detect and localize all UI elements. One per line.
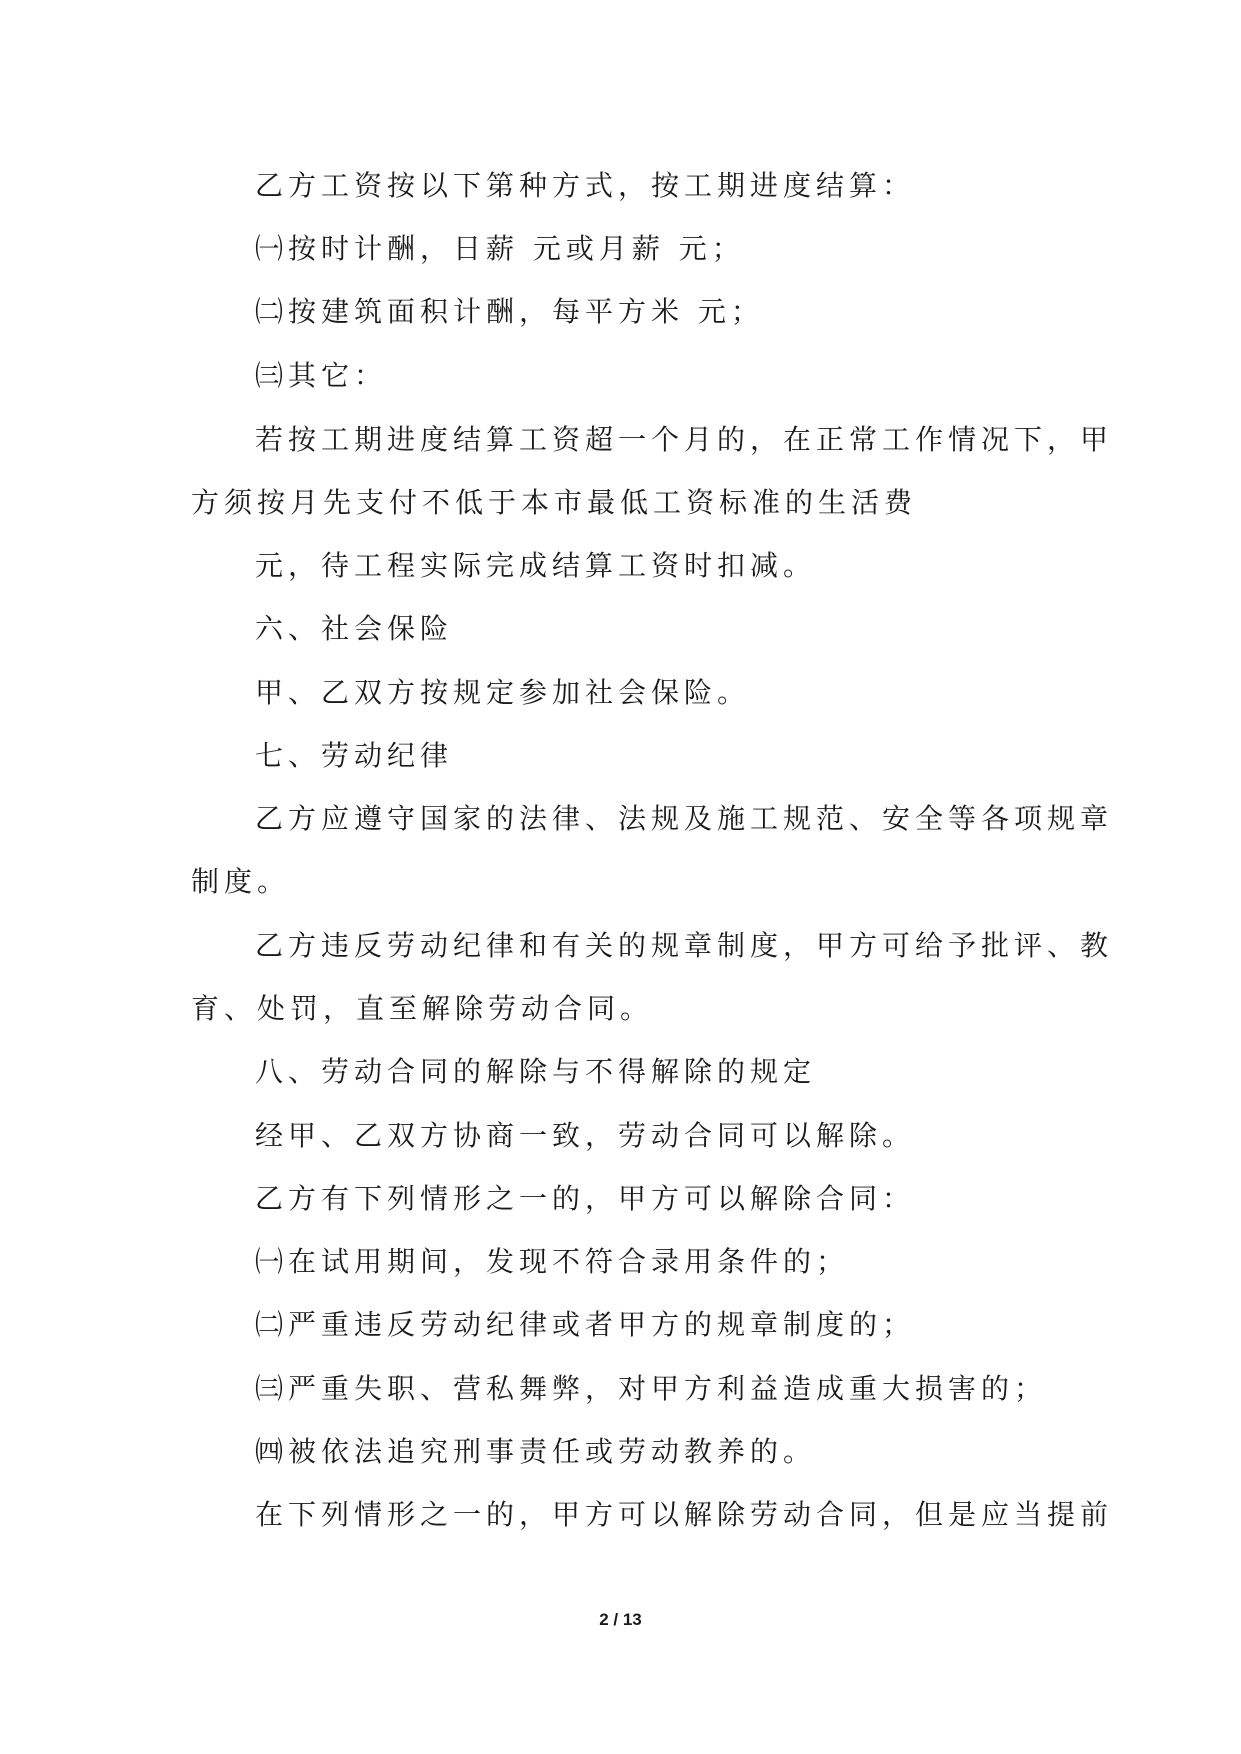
paragraph-line: 在下列情形之一的，甲方可以解除劳动合同，但是应当提前: [255, 1498, 1114, 1531]
paragraph-line: 若按工期进度结算工资超一个月的，在正常工作情况下，甲: [255, 423, 1114, 456]
list-item: ㈡严重违反劳动纪律或者甲方的规章制度的；: [255, 1308, 916, 1341]
paragraph-line: 制度。: [191, 865, 291, 898]
list-item: ㈣被依法追究刑事责任或劳动教养的。: [255, 1435, 817, 1468]
paragraph-line: 乙方有下列情形之一的，甲方可以解除合同：: [255, 1182, 916, 1215]
list-item: ㈢严重失职、营私舞弊，对甲方利益造成重大损害的；: [255, 1372, 1048, 1405]
section-heading: 六、社会保险: [255, 612, 454, 645]
list-item: ㈠按时计酬，日薪 元或月薪 元；: [255, 232, 745, 265]
section-heading: 七、劳动纪律: [255, 739, 454, 772]
paragraph-line: 乙方应遵守国家的法律、法规及施工规范、安全等各项规章: [255, 802, 1114, 835]
paragraph-line: 乙方工资按以下第种方式，按工期进度结算：: [255, 169, 916, 202]
section-heading: 八、劳动合同的解除与不得解除的规定: [255, 1055, 817, 1088]
paragraph-line: 元，待工程实际完成结算工资时扣减。: [255, 549, 817, 582]
paragraph-line: 乙方违反劳动纪律和有关的规章制度，甲方可给予批评、教: [255, 929, 1114, 962]
paragraph-line: 经甲、乙双方协商一致，劳动合同可以解除。: [255, 1119, 916, 1152]
list-item: ㈡按建筑面积计酬，每平方米 元；: [255, 295, 764, 328]
list-item: ㈠在试用期间，发现不符合录用条件的；: [255, 1245, 850, 1278]
page-number: 2 / 13: [599, 1610, 642, 1629]
paragraph-line: 甲、乙双方按规定参加社会保险。: [255, 676, 751, 709]
paragraph-line: 育、处罚，直至解除劳动合同。: [191, 992, 654, 1025]
list-item: ㈢其它：: [255, 359, 388, 392]
paragraph-line: 方须按月先支付不低于本市最低工资标准的生活费: [191, 486, 918, 519]
